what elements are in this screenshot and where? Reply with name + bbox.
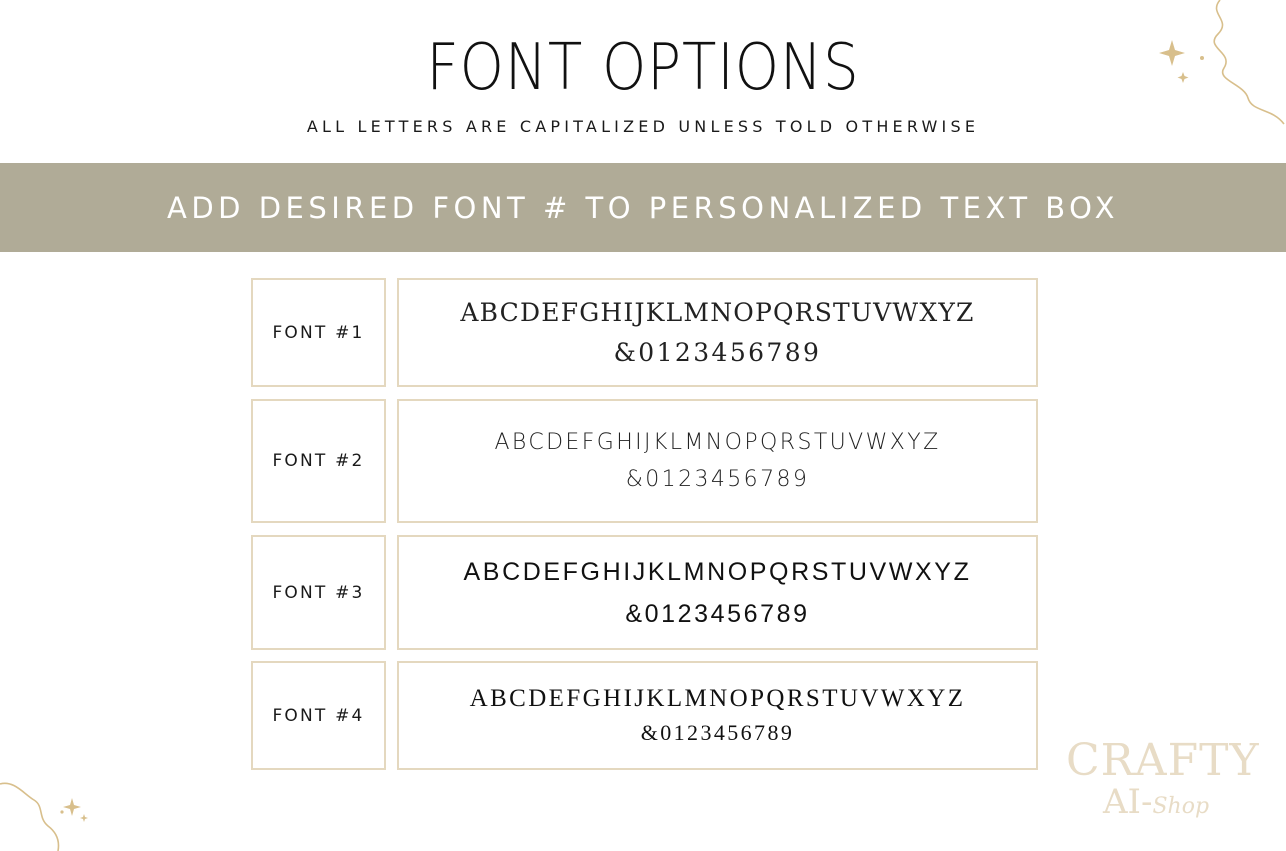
font-1-label: FONT #1 (272, 322, 365, 343)
font-4-label: FONT #4 (272, 705, 365, 726)
watermark-logo (1066, 735, 1260, 828)
font-4-letters: ABCDEFGHIJKLMNOPQRSTUVWXYZ (469, 684, 966, 712)
logo-script-text: Shop (1152, 794, 1210, 819)
font-1-symbols: &0123456789 (613, 337, 822, 367)
font-2-symbols: &0123456789 (625, 467, 810, 492)
font-2-letters: ABCDEFGHIJKLMNOPQRSTUVWXYZ (494, 430, 941, 455)
font-1-sample-box (397, 278, 1038, 387)
font-2-label: FONT #2 (272, 451, 365, 471)
font-3-sample-box (397, 535, 1038, 650)
logo-line-2: AI-Shop (1102, 782, 1210, 822)
sparkle-squiggle-top-right-icon (1150, 0, 1286, 130)
font-4-label-box (251, 661, 386, 770)
font-4-sample-box (397, 661, 1038, 770)
page-title: FONT OPTIONS (426, 31, 860, 105)
font-3-label: FONT #3 (272, 582, 365, 603)
instruction-banner (0, 163, 1286, 252)
font-1-label-box (251, 278, 386, 387)
font-1-letters: ABCDEFGHIJKLMNOPQRSTUVWXYZ (460, 297, 975, 327)
font-4-symbols: &0123456789 (640, 719, 795, 745)
logo-line-1: CRAFTY (1066, 735, 1260, 786)
font-2-sample-box (397, 399, 1038, 523)
page-subtitle: ALL LETTERS ARE CAPITALIZED UNLESS TOLD OTHERWISE (306, 117, 980, 136)
font-2-label-box (251, 399, 386, 523)
font-3-letters: ABCDEFGHIJKLMNOPQRSTUVWXYZ (463, 557, 972, 586)
sparkle-squiggle-bottom-left-icon (0, 770, 110, 851)
banner-text: ADD DESIRED FONT # TO PERSONALIZED TEXT BOX (167, 190, 1119, 225)
logo-line-2-text: AI (1102, 782, 1141, 822)
font-3-label-box (251, 535, 386, 650)
font-3-symbols: &0123456789 (625, 599, 810, 628)
